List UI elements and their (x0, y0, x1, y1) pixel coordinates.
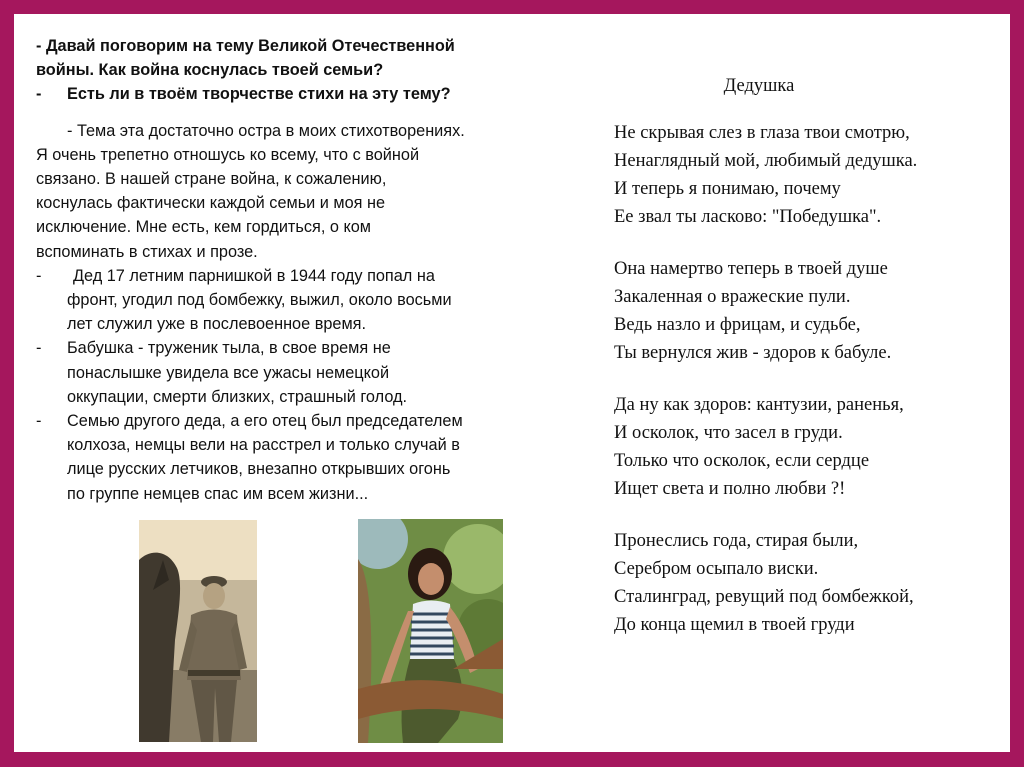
interview-text (36, 34, 566, 506)
question-line-3: Есть ли в твоём творчестве стихи на эту тему? (67, 85, 451, 104)
poem-line: Не скрывая слез в глаза твои смотрю, (614, 123, 910, 143)
bullet-line: лет служил уже в послевоенное время. (67, 315, 366, 334)
bullet-dash: - (36, 85, 42, 104)
poem-line: До конца щемил в твоей груди (614, 615, 855, 635)
poem-line: Ее звал ты ласково: "Победушка". (614, 207, 882, 227)
bullet-line: фронт, угодил под бомбежку, выжил, около восьми (67, 291, 452, 310)
answer-line: связано. В нашей стране война, к сожалению, (36, 170, 387, 189)
bullet-line: понаслышке увидела все ужасы немецкой (67, 363, 390, 382)
slide (14, 14, 1010, 752)
answer-line: Я очень трепетно отношусь ко всему, что с войной (36, 145, 420, 164)
poem-title: Дедушка (723, 76, 795, 96)
poem-line: Ненаглядный мой, любимый дедушка. (614, 151, 918, 171)
poem-line: Она намертво теперь в твоей душе (614, 259, 888, 279)
poem-line: Ты вернулся жив - здоров к бабуле. (614, 343, 892, 363)
poem-stanza (614, 391, 1004, 503)
poem-line: Закаленная о вражеские пули. (614, 287, 851, 307)
bullet-dash: - (36, 412, 42, 431)
grandfather-photo (139, 520, 257, 742)
poem-line: Ищет света и полно любви ?! (614, 479, 846, 499)
poem-line: И теперь я понимаю, почему (614, 179, 841, 199)
poem-line: Да ну как здоров: кантузии, раненья, (614, 395, 904, 415)
answer-line: исключение. Мне есть, кем гордиться, о ком (36, 218, 371, 237)
bullet-line: Дед 17 летним парнишкой в 1944 году попал на (73, 266, 435, 285)
bullet-dash: - (36, 266, 42, 285)
question-bullet (36, 82, 566, 106)
poem-line: Серебром осыпало виски. (614, 559, 819, 579)
bullet-line: лице русских летчиков, внезапно открывших огонь (67, 460, 451, 479)
bullet-grandmother (36, 336, 566, 409)
bullet-dash: - (36, 339, 42, 358)
bullet-line: Бабушка - труженик тыла, в свое время не (67, 339, 391, 358)
poem-stanza (614, 527, 1004, 639)
poem-line: И осколок, что засел в груди. (614, 423, 843, 443)
bullet-grandfather (36, 264, 566, 337)
answer-line: коснулась фактически каждой семьи и моя не (36, 194, 386, 213)
poem-line: Пронеслись года, стирая были, (614, 531, 859, 551)
answer-line: вспоминать в стихах и прозе. (36, 242, 258, 261)
poem-stanza (614, 119, 1004, 231)
poem-line: Только что осколок, если сердце (614, 451, 870, 471)
bullet-line: Семью другого деда, а его отец был председателем (67, 412, 463, 431)
bullet-other-grandfather (36, 409, 566, 506)
poem-line: Сталинград, ревущий под бомбежкой, (614, 587, 914, 607)
poem-line: Ведь назло и фрицам, и судьбе, (614, 315, 861, 335)
question-line-2: войны. Как война коснулась твоей семьи? (36, 61, 384, 80)
poem-stanza (614, 255, 1004, 367)
poem (614, 72, 1004, 663)
bullet-line: оккупации, смерти близких, страшный голод. (67, 387, 408, 406)
answer-line: - Тема эта достаточно остра в моих стихотворениях. (67, 121, 465, 140)
question-line-1: - Давай поговорим на тему Великой Отечественной (36, 37, 455, 55)
bullet-line: по группе немцев спас им всем жизни... (67, 484, 369, 503)
bullet-line: колхоза, немцы вели на расстрел и только случай в (67, 436, 460, 455)
woman-photo (358, 519, 503, 743)
